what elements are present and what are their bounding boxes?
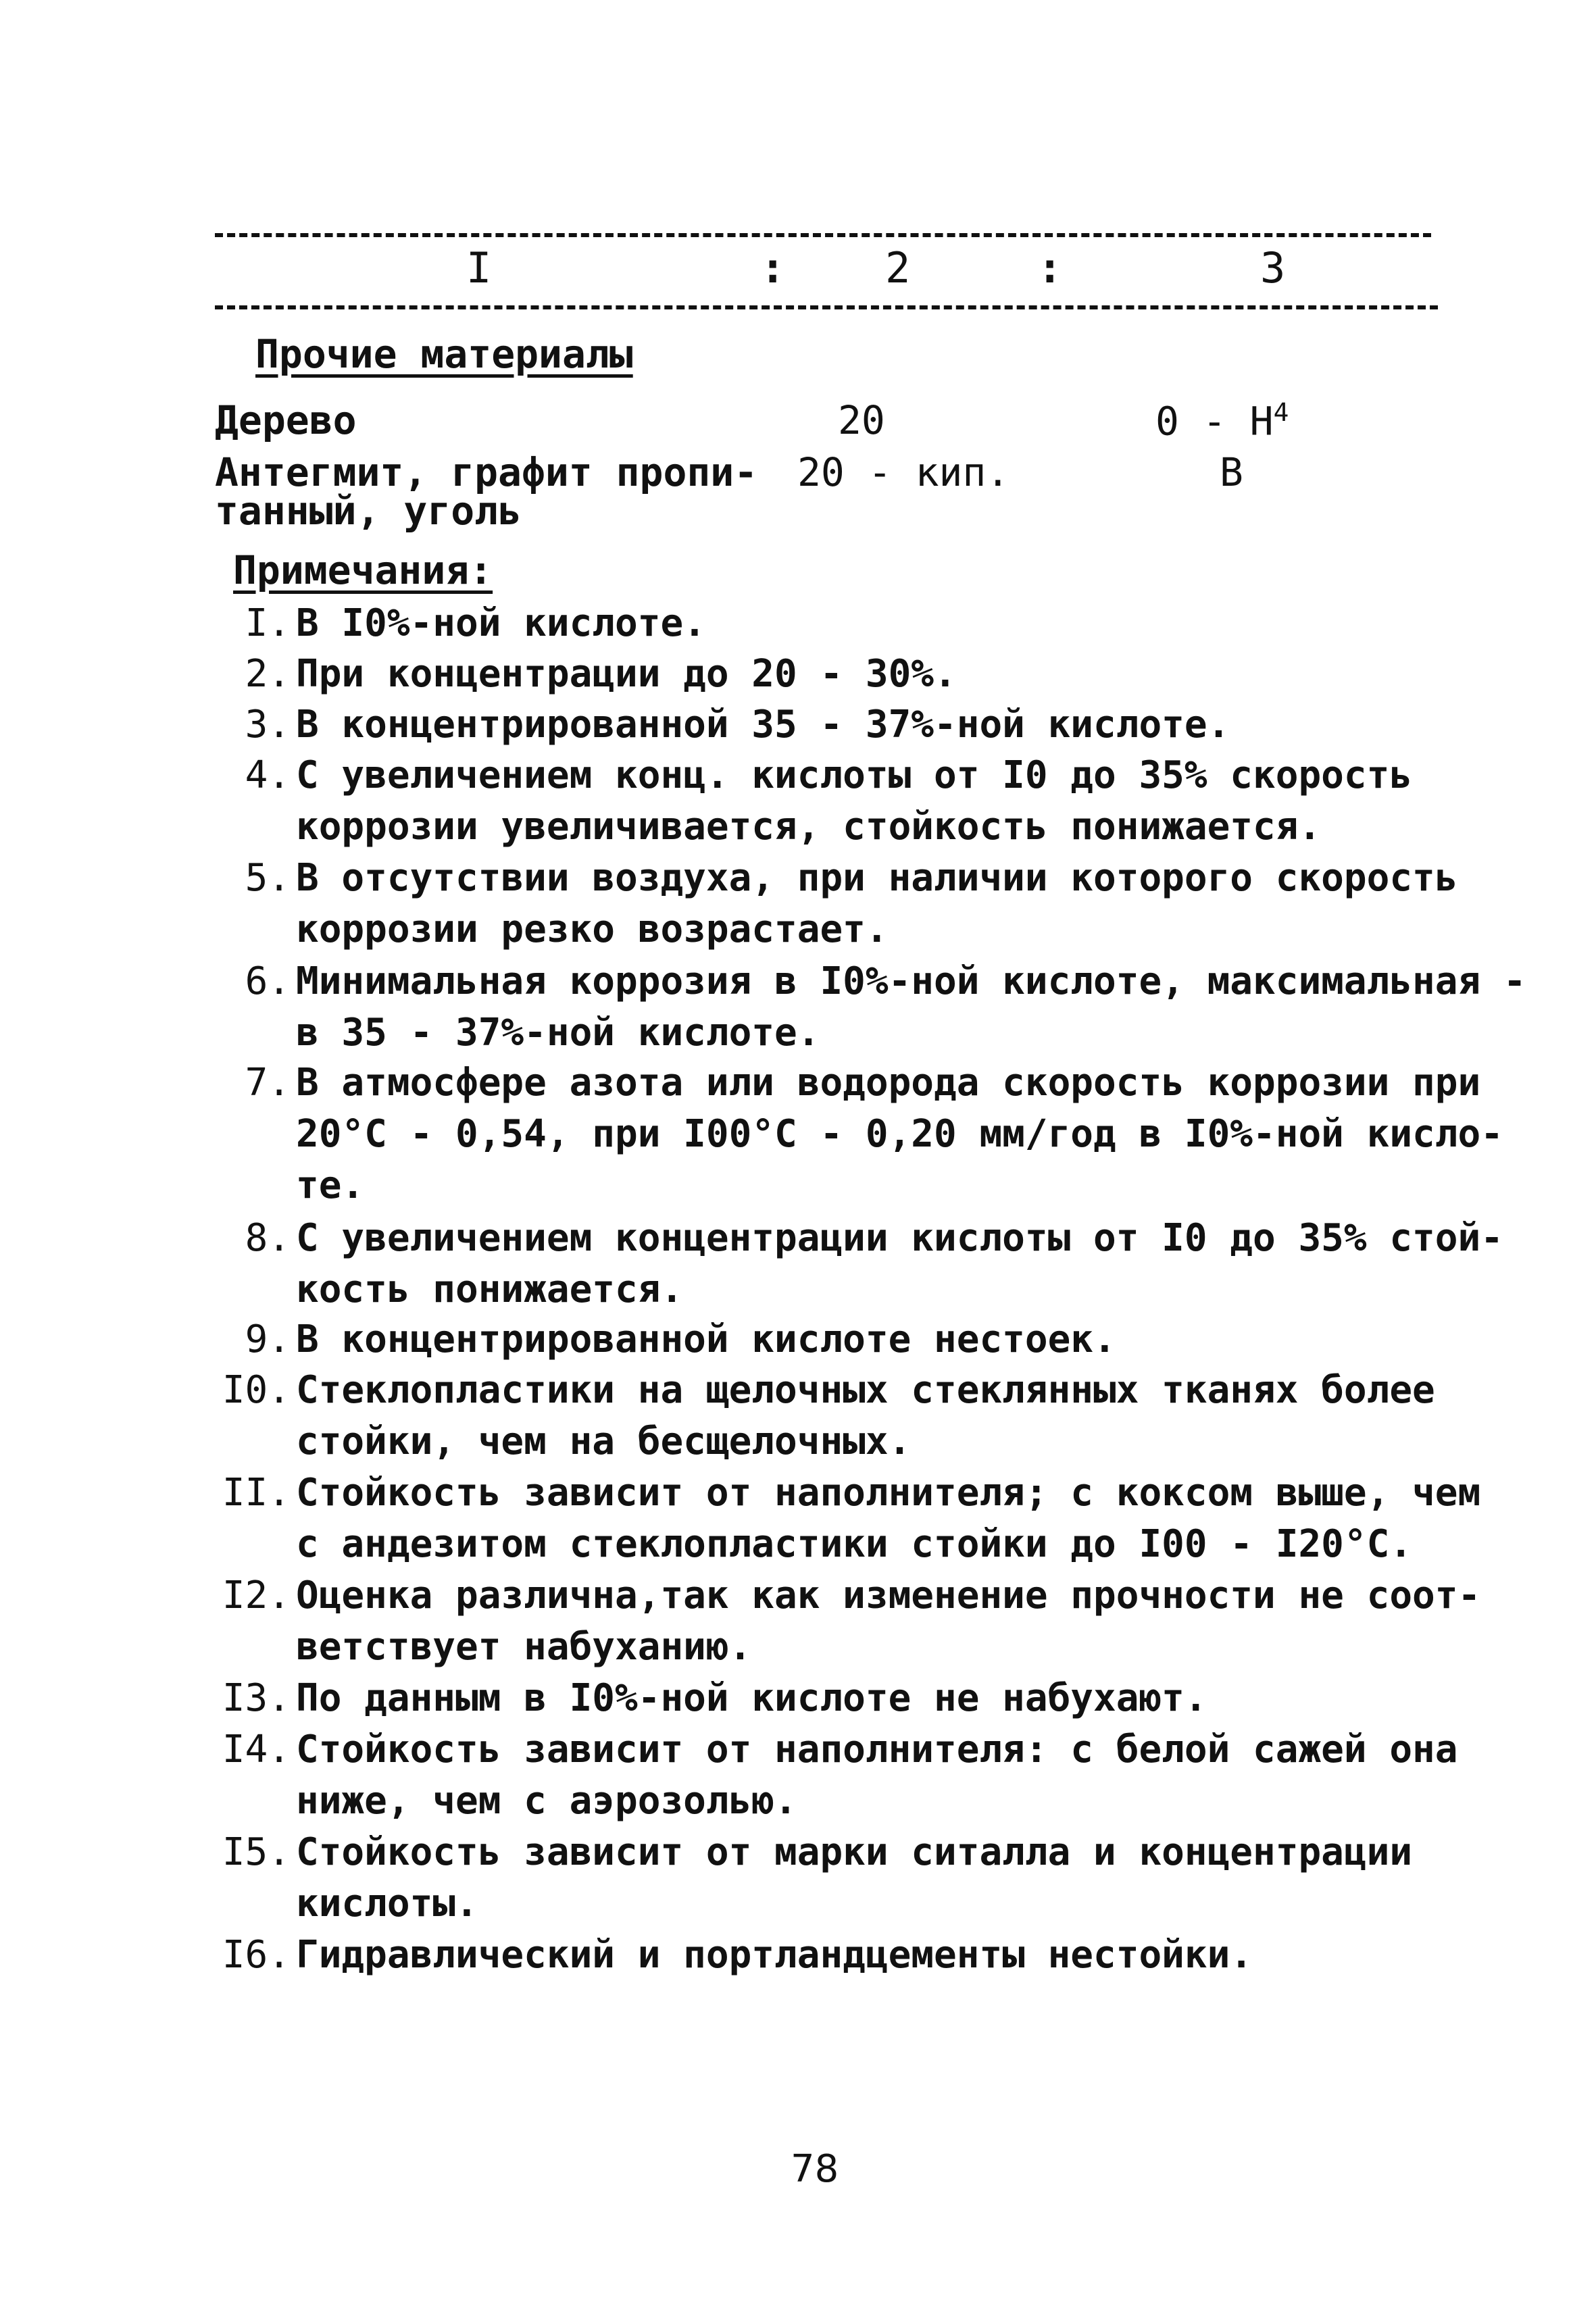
note-number: 7. <box>245 1061 291 1105</box>
note-text-line: Гидравлический и портландцементы нестойки. <box>296 1933 1253 1977</box>
note-text-line: При концентрации до 20 - 30%. <box>296 652 957 696</box>
note-text-line: Оценка различна,так как изменение прочности не соот- <box>296 1574 1481 1617</box>
note-text-line: Стойкость зависит от наполнителя; с коксом выше, чем <box>296 1471 1481 1515</box>
row-1-temperature: 20 <box>838 397 885 443</box>
note-number: I. <box>245 601 291 645</box>
header-col-2: 2 <box>885 243 911 293</box>
notes-title: Примечания: <box>233 547 493 593</box>
note-text-line: коррозии увеличивается, стойкость понижается. <box>296 805 1322 849</box>
header-bottom-rule <box>215 305 1438 309</box>
row-1-rating-footnote: 4 <box>1273 397 1289 427</box>
note-text-line: В концентрированной 35 - 37%-ной кислоте. <box>296 703 1230 747</box>
note-text-line: С увеличением концентрации кислоты от I0 до 35% стой- <box>296 1216 1503 1260</box>
note-text-line: Минимальная коррозия в I0%-ной кислоте, максимальная - <box>296 959 1526 1003</box>
note-number: 9. <box>245 1317 291 1361</box>
note-number: I6. <box>222 1933 291 1977</box>
note-text-line: В I0%-ной кислоте. <box>296 601 706 645</box>
note-number: 2. <box>245 652 291 696</box>
note-text-line: 20°С - 0,54, при I00°С - 0,20 мм/год в I0%-ной кисло- <box>296 1112 1503 1156</box>
note-number: 3. <box>245 703 291 747</box>
note-number: I2. <box>222 1574 291 1617</box>
note-number: 8. <box>245 1216 291 1260</box>
header-col-1: I <box>466 243 492 293</box>
note-text-line: стойки, чем на бесщелочных. <box>296 1419 912 1463</box>
note-text-line: с андезитом стеклопластики стойки до I00 - I20°С. <box>296 1522 1413 1566</box>
row-1-rating <box>1155 397 1289 444</box>
note-number: 5. <box>245 856 291 900</box>
section-title: Прочие материалы <box>255 331 633 377</box>
note-number: 6. <box>245 959 291 1003</box>
row-2-material-line-1: Антегмит, графит пропи- <box>215 449 758 495</box>
note-text-line: В отсутствии воздуха, при наличии которого скорость <box>296 856 1458 900</box>
note-number: I0. <box>222 1368 291 1412</box>
note-text-line: С увеличением конц. кислоты от I0 до 35% скорость <box>296 753 1413 797</box>
row-2-material-line-2: танный, уголь <box>215 488 522 534</box>
header-sep-1: : <box>760 243 786 293</box>
note-text-line: Стойкость зависит от марки ситалла и концентрации <box>296 1830 1413 1874</box>
note-text-line: ниже, чем с аэрозолью. <box>296 1779 797 1823</box>
note-text-line: Стеклопластики на щелочных стеклянных тканях более <box>296 1368 1435 1412</box>
note-text-line: коррозии резко возрастает. <box>296 907 889 951</box>
row-1-rating-text: 0 - Н <box>1155 398 1274 445</box>
note-text-line: кислоты. <box>296 1882 478 1926</box>
note-text-line: В концентрированной кислоте нестоек. <box>296 1317 1116 1361</box>
header-top-rule <box>215 233 1431 237</box>
note-text-line: В атмосфере азота или водорода скорость коррозии при <box>296 1061 1481 1105</box>
note-text-line: кость понижается. <box>296 1267 684 1311</box>
note-number: I4. <box>222 1728 291 1771</box>
note-text-line: Стойкость зависит от наполнителя: с белой сажей она <box>296 1728 1458 1771</box>
note-text-line: По данным в I0%-ной кислоте не набухают. <box>296 1676 1207 1720</box>
note-number: I3. <box>222 1676 291 1720</box>
page-number: 78 <box>791 2147 839 2191</box>
note-text-line: те. <box>296 1163 365 1207</box>
note-text-line: ветствует набуханию. <box>296 1625 752 1669</box>
row-2-rating: В <box>1220 449 1243 495</box>
note-text-line: в 35 - 37%-ной кислоте. <box>296 1011 820 1055</box>
header-col-3: 3 <box>1260 243 1286 293</box>
note-number: I5. <box>222 1830 291 1874</box>
row-1-material: Дерево <box>215 397 357 443</box>
header-sep-2: : <box>1037 243 1063 293</box>
note-number: II. <box>222 1471 291 1515</box>
row-2-temperature: 20 - кип. <box>797 449 1010 495</box>
note-number: 4. <box>245 753 291 797</box>
